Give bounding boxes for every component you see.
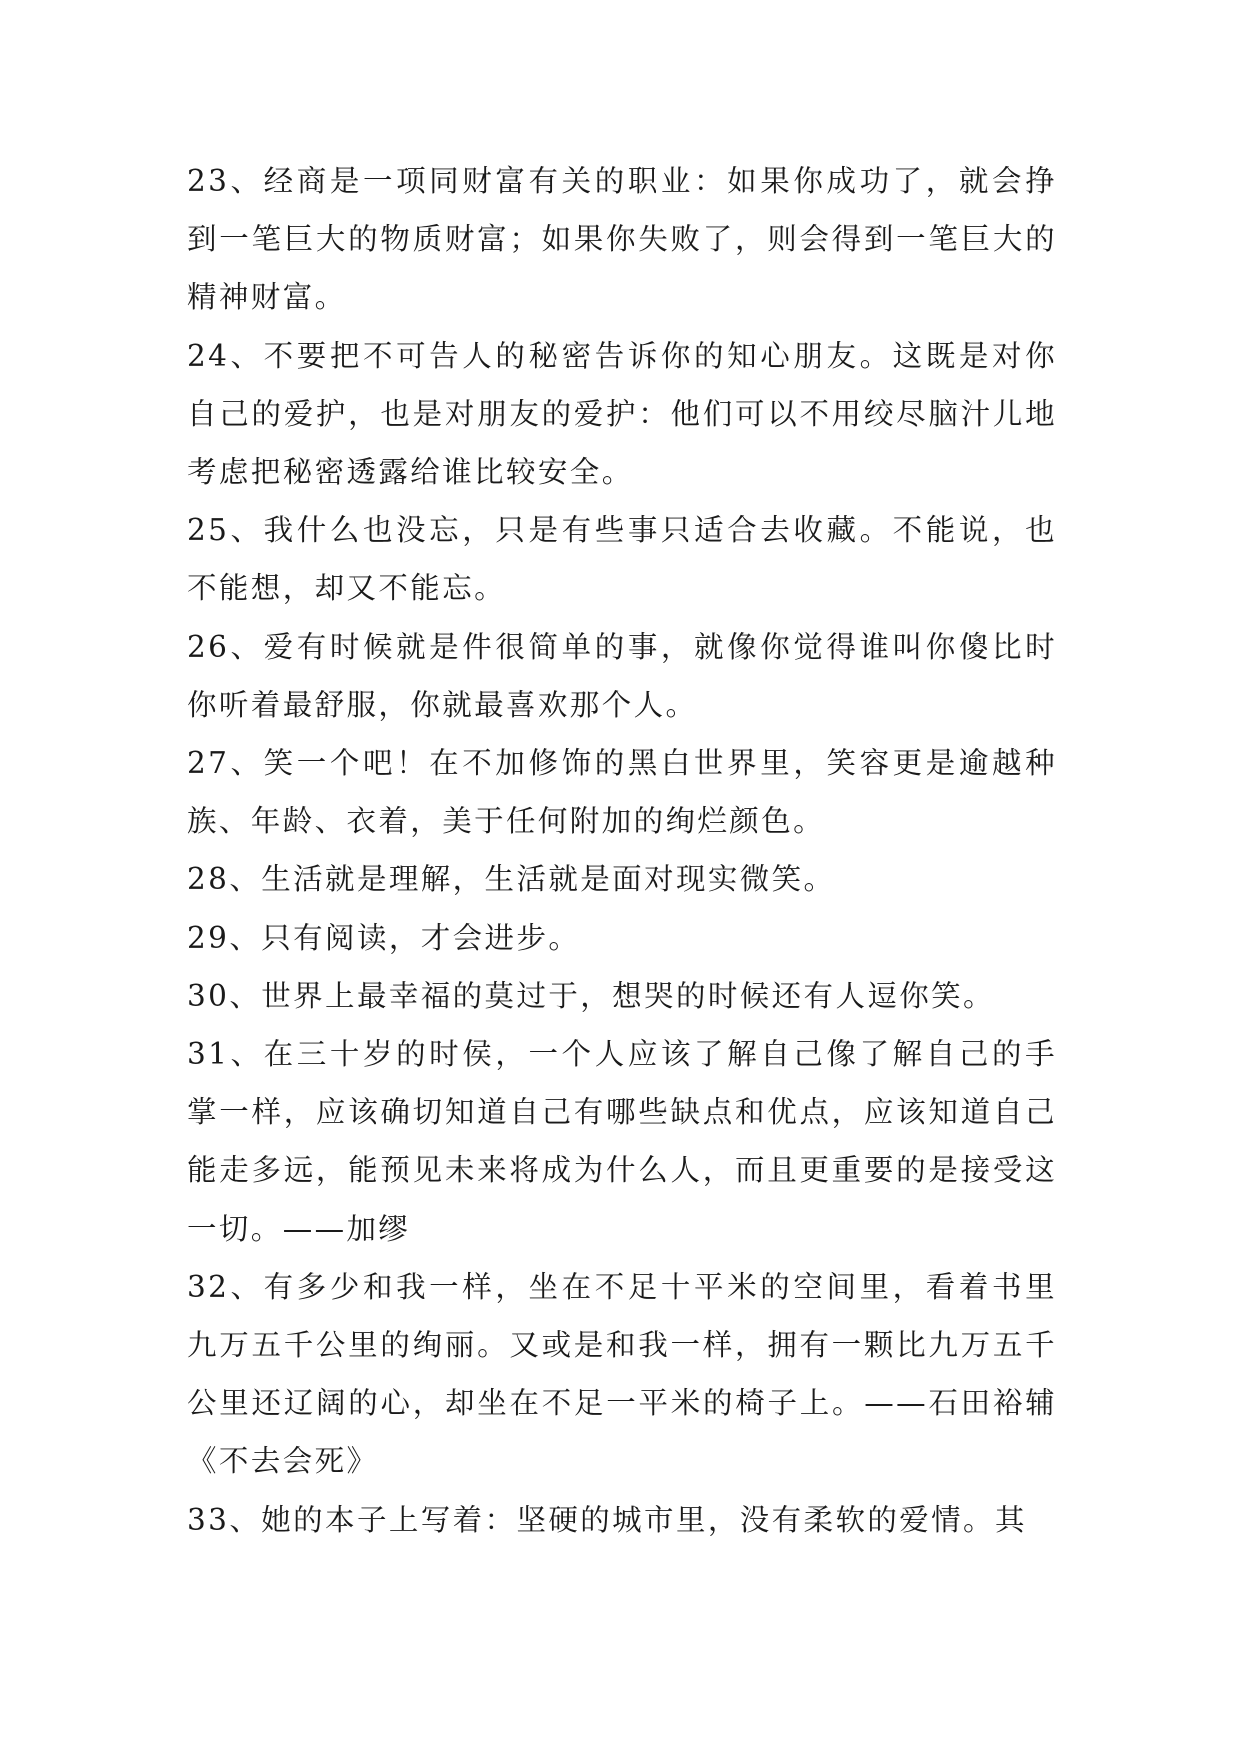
quote-list bbox=[187, 152, 1057, 1549]
quote-entry: 30、世界上最幸福的莫过于，想哭的时候还有人逗你笑。 bbox=[187, 978, 995, 1013]
quote-entry: 29、只有阅读，才会进步。 bbox=[187, 920, 581, 955]
quote-entry: 24、不要把不可告人的秘密告诉你的知心朋友。这既是对你自己的爱护，也是对朋友的爱护：他们可以不用绞尽脑汁儿地考虑把秘密透露给谁比较安全。 bbox=[187, 338, 1057, 490]
quote-entry: 32、有多少和我一样，坐在不足十平米的空间里，看着书里九万五千公里的绚丽。又或是和我一样，拥有一颗比九万五千公里还辽阔的心，却坐在不足一平米的椅子上。——石田裕辅《不去会死》 bbox=[187, 1269, 1057, 1479]
quote-entry: 27、笑一个吧！在不加修饰的黑白世界里，笑容更是逾越种族、年龄、衣着，美于任何附加的绚烂颜色。 bbox=[187, 746, 1057, 839]
quote-entry: 28、生活就是理解，生活就是面对现实微笑。 bbox=[187, 862, 836, 897]
quote-entry: 33、她的本子上写着：坚硬的城市里，没有柔软的爱情。其 bbox=[187, 1502, 1027, 1537]
quote-entry: 23、经商是一项同财富有关的职业：如果你成功了，就会挣到一笔巨大的物质财富；如果你失败了，则会得到一笔巨大的精神财富。 bbox=[187, 164, 1057, 315]
quote-entry: 26、爱有时候就是件很简单的事，就像你觉得谁叫你傻比时你听着最舒服，你就最喜欢那个人。 bbox=[187, 629, 1057, 722]
quote-entry: 25、我什么也没忘，只是有些事只适合去收藏。不能说，也不能想，却又不能忘。 bbox=[187, 513, 1057, 606]
quote-entry: 31、在三十岁的时侯，一个人应该了解自己像了解自己的手掌一样，应该确切知道自己有哪些缺点和优点，应该知道自己能走多远，能预见未来将成为什么人，而且更重要的是接受这一切。——加缪 bbox=[187, 1037, 1057, 1246]
